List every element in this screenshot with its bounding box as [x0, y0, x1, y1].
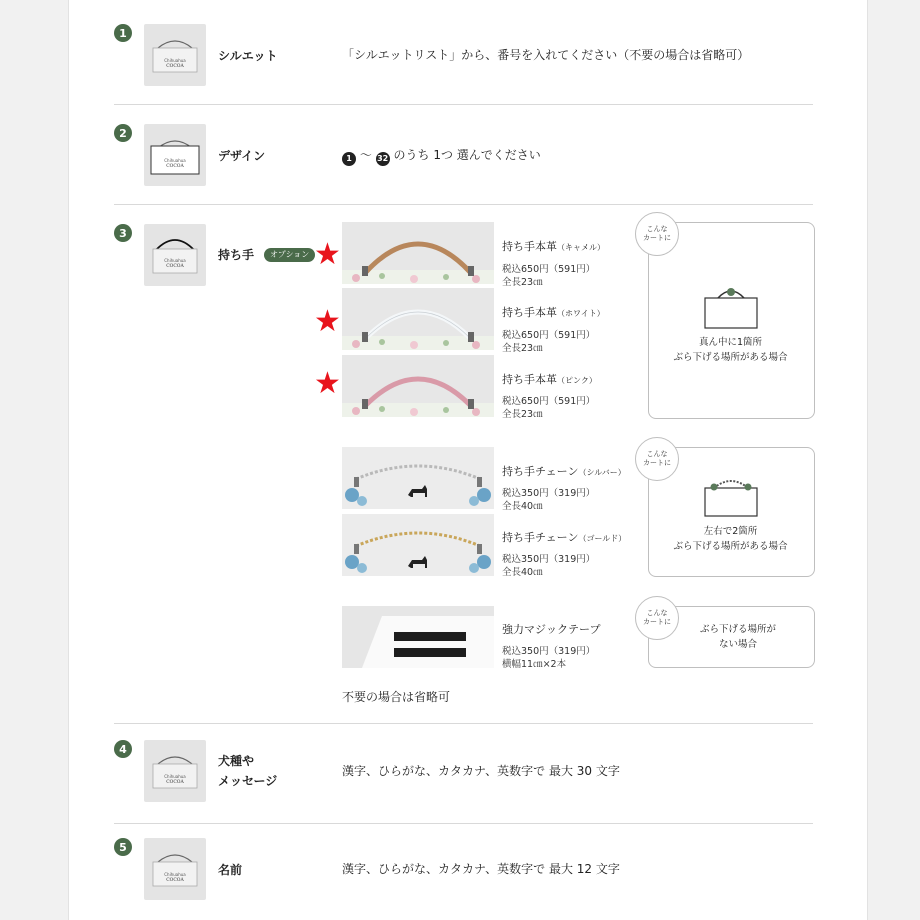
product-price: 税込350円（319円）	[502, 646, 596, 657]
product-photo-leather-pink	[342, 355, 494, 417]
bag-two-hooks-icon	[700, 470, 762, 520]
step-label-handle: 持ち手	[218, 248, 255, 262]
bag-thumbnail-1	[144, 24, 206, 86]
option-badge: オプション	[264, 248, 315, 262]
product-price: 税込650円（591円）	[502, 264, 596, 275]
product-size: 全長23㎝	[502, 277, 543, 288]
handle-optional-note: 不要の場合は省略可	[342, 690, 451, 704]
product-name: 持ち手チェーン（シルバー）	[502, 465, 626, 478]
product-size: 横幅11㎝×2本	[502, 659, 567, 670]
bag-brand: COCOA	[166, 264, 184, 269]
star-icon: ★	[314, 366, 341, 401]
bag-brand-sub: Chihuahua	[164, 158, 186, 163]
bag-brand: COCOA	[166, 164, 184, 169]
product-name: 持ち手本革（ホワイト）	[502, 306, 605, 319]
step-number-3: 3	[114, 224, 132, 242]
cart-bubble: こんな カートに	[635, 596, 679, 640]
callout-text: ぶら下げる場所が ない場合	[699, 624, 776, 650]
number-32-icon: 32	[376, 152, 390, 166]
bag-brand-sub: Chihuahua	[164, 258, 186, 263]
product-size: 全長23㎝	[502, 343, 543, 354]
step-label-name: 名前	[218, 863, 243, 877]
left-page-edge	[0, 0, 69, 920]
product-size: 全長23㎝	[502, 409, 543, 420]
product-photo-chain-gold	[342, 514, 494, 576]
step-desc-silhouette: 「シルエットリスト」から、番号を入れてください（不要の場合は省略可）	[342, 48, 750, 62]
star-icon: ★	[314, 237, 341, 272]
bag-thumbnail-4	[144, 740, 206, 802]
number-1-icon: 1	[342, 152, 356, 166]
cart-bubble: こんな カートに	[635, 212, 679, 256]
divider	[114, 723, 813, 724]
bag-center-hook-icon	[700, 282, 762, 332]
product-photo-chain-silver	[342, 447, 494, 509]
step-label-breed-message: 犬種や メッセージ	[218, 754, 278, 788]
product-price: 税込650円（591円）	[502, 396, 596, 407]
step-label-design: デザイン	[218, 149, 266, 163]
bag-brand: COCOA	[166, 780, 184, 785]
divider	[114, 104, 813, 105]
step-desc-design	[342, 146, 541, 166]
right-page-edge	[867, 0, 920, 920]
product-name: 持ち手本革（キャメル）	[502, 240, 605, 253]
product-price: 税込350円（319円）	[502, 554, 596, 565]
bag-brand: COCOA	[166, 64, 184, 69]
bag-brand-sub: Chihuahua	[164, 872, 186, 877]
bag-thumbnail-2	[144, 124, 206, 186]
step-number-4: 4	[114, 740, 132, 758]
divider	[114, 204, 813, 205]
bag-thumbnail-5	[144, 838, 206, 900]
product-name: 持ち手本革（ピンク）	[502, 373, 597, 386]
product-size: 全長40㎝	[502, 501, 543, 512]
product-photo-leather-white	[342, 288, 494, 350]
star-icon: ★	[314, 304, 341, 339]
step-number-5: 5	[114, 838, 132, 856]
bag-brand-sub: Chihuahua	[164, 774, 186, 779]
step-desc-name: 漢字、ひらがな、カタカナ、英数字で 最大 12 文字	[342, 862, 620, 876]
product-name: 持ち手チェーン（ゴールド）	[502, 531, 627, 544]
bag-brand-sub: Chihuahua	[164, 58, 186, 63]
step-desc-breed-message: 漢字、ひらがな、カタカナ、英数字で 最大 30 文字	[342, 764, 620, 778]
range-tilde: ～	[359, 148, 372, 162]
step-label-silhouette: シルエット	[218, 49, 278, 63]
callout-text: 左右で2箇所 ぶら下げる場所がある場合	[673, 526, 788, 552]
design-instruction: のうち 1つ 選んでください	[393, 148, 541, 162]
product-photo-magic-tape	[342, 606, 494, 668]
cart-bubble: こんな カートに	[635, 437, 679, 481]
product-price: 税込650円（591円）	[502, 330, 596, 341]
product-price: 税込350円（319円）	[502, 488, 596, 499]
product-size: 全長40㎝	[502, 567, 543, 578]
product-photo-leather-camel	[342, 222, 494, 284]
callout-text: 真ん中に1箇所 ぶら下げる場所がある場合	[673, 337, 788, 363]
bag-brand: COCOA	[166, 878, 184, 883]
bag-thumbnail-3	[144, 224, 206, 286]
step-number-1: 1	[114, 24, 132, 42]
step-number-2: 2	[114, 124, 132, 142]
product-name: 強力マジックテープ	[502, 623, 601, 636]
divider	[114, 823, 813, 824]
